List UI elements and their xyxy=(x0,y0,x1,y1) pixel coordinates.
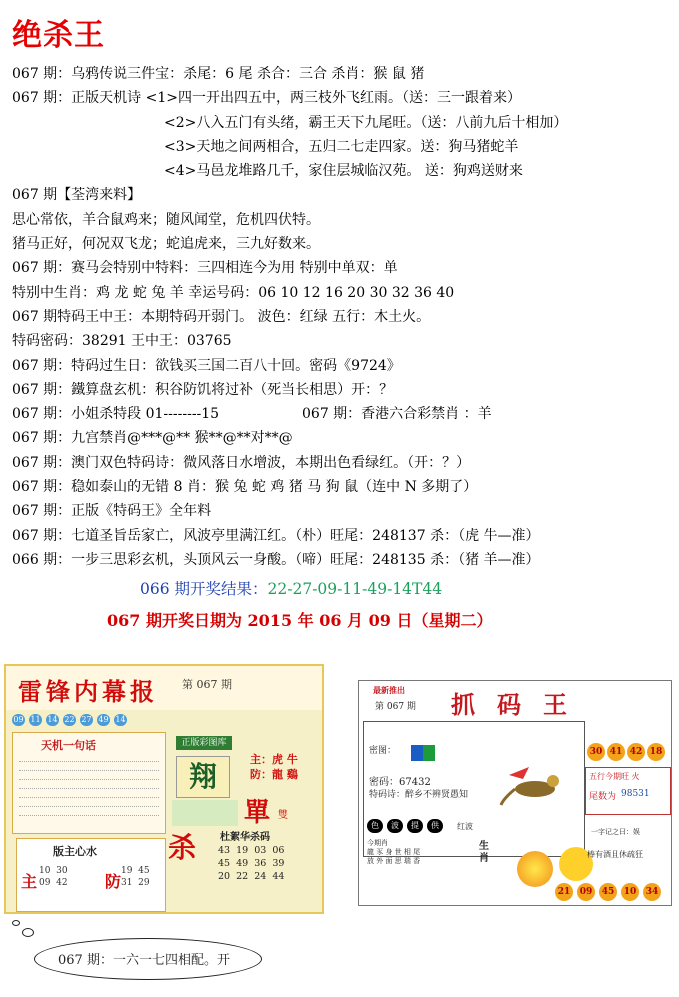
poster-zhuamawang-wei-label: 尾数为 xyxy=(589,792,617,802)
prediction-line-text: 特码密码：38291 王中王：03765 xyxy=(12,333,232,350)
poster-zhuamawang-new: 最新推出 xyxy=(373,685,405,695)
number-ball: 41 xyxy=(607,743,625,761)
prediction-line-text: 067 期：七道圣旨岳家亡，风波亭里满江红。（朴）旺尾：248137 杀：（虎 牛—准） xyxy=(12,527,540,544)
prediction-line-text: 067 期：正版天机诗 <1>四一开出四五中，两三枝外飞红雨。（送：三一跟着来） xyxy=(12,90,521,107)
poster-leifeng-hint-box xyxy=(12,732,166,834)
prediction-line xyxy=(12,499,672,523)
prediction-line xyxy=(12,402,672,426)
prediction-line xyxy=(12,329,672,353)
tab-chip: 色 xyxy=(367,819,383,833)
prediction-line-text: 067 期：赛马会特别中特料：三四相连今为用 特别中单双：单 xyxy=(12,260,398,277)
prediction-line-text: 067 期特码王中王：本期特码开弱门。 波色：红绿 五行：木土火。 xyxy=(12,308,431,325)
prediction-line-text: 067 期【荃湾来料】 xyxy=(12,187,142,204)
prediction-line-text: 067 期：鐵算盘玄机：积谷防饥将过补（死当长相思）开：？ xyxy=(12,381,394,398)
poster-zhuamawang-mima: 密码：67432 xyxy=(369,777,431,788)
poster-leifeng-sub-fang: 防 xyxy=(105,872,122,891)
speech-bubble-text: 067 期：一六一七四相配。开 xyxy=(58,953,230,968)
poster-leifeng-balls xyxy=(12,714,312,726)
poster-leifeng-tag: 正版彩图库 xyxy=(176,736,232,750)
number-ball: 34 xyxy=(643,883,661,901)
prediction-line-text: 067 期：特码过生日：欲钱买三国二百八十回。密码《9724》 xyxy=(12,357,401,374)
draw-result-numbers: 22-27-09-11-49-14T44 xyxy=(267,580,443,598)
poster-leifeng-sub-box xyxy=(16,838,166,912)
prediction-line-right: 067 期：香港六合彩禁肖 ：羊 xyxy=(302,406,492,423)
lizard-icon xyxy=(499,759,569,809)
poster-zhuamawang-hong: 红波 xyxy=(457,822,473,831)
tab-chip: 提 xyxy=(407,819,423,833)
prediction-line xyxy=(12,62,672,86)
prediction-line xyxy=(12,159,672,183)
prediction-line xyxy=(12,354,672,378)
prediction-line-text: 067 期：乌鸦传说三件宝：杀尾：6 尾 杀合：三合 杀肖：猴 鼠 猪 xyxy=(12,66,425,82)
draw-date: 067 期开奖日期为 2015 年 06 月 09 日（星期二） xyxy=(107,611,493,630)
poster-zhuamawang-sheng: 生 肖 xyxy=(479,841,489,864)
poster-leifeng-sha: 杀 xyxy=(168,831,197,864)
prediction-line xyxy=(12,451,672,475)
poster-zhuamawang xyxy=(358,680,672,906)
poster-leifeng-kill-title: 杜絮华杀码 xyxy=(220,832,270,843)
poster-leifeng-sub-nums1: 10 30 09 42 xyxy=(39,866,68,888)
poster-leifeng-sub-title: 版主心水 xyxy=(53,845,97,858)
bubble-tail xyxy=(22,928,34,937)
poster-zhuamawang-period: 第 067 期 xyxy=(375,702,416,712)
poster-zhuamawang-yizi: 一字记之曰：娱 xyxy=(591,828,640,836)
prediction-line xyxy=(12,378,672,402)
prediction-line-text: 思心常依，羊合鼠鸡来；随风闻堂，危机四伏特。 xyxy=(12,211,320,228)
poster-leifeng-dan: 單 xyxy=(244,798,271,828)
prediction-line-text: 特别中生肖：鸡 龙 蛇 兔 羊 幸运号码：06 10 12 16 20 30 32 36 40 xyxy=(12,284,455,301)
prediction-line xyxy=(12,111,672,135)
poster-leifeng-title: 雷锋内幕报 xyxy=(18,677,158,706)
prediction-line-text: <3>天地之间两相合，五归二七走四家。送：狗马猪蛇羊 xyxy=(164,138,519,155)
prediction-line xyxy=(12,183,672,207)
result-ball: 11 xyxy=(30,715,41,724)
prediction-line xyxy=(12,426,672,450)
flag-icon xyxy=(411,745,435,761)
draw-result-label: 066 期开奖结果： xyxy=(140,580,268,598)
number-ball: 30 xyxy=(587,743,605,761)
poster-zhuamawang-shi: 棒有酒且休疏狂 xyxy=(587,850,643,859)
poster-leifeng-shuang: 雙 xyxy=(278,810,288,821)
number-ball: 45 xyxy=(599,883,617,901)
prediction-line xyxy=(12,256,672,280)
poster-zhuamawang-grid: 今期肖 龍 豕 身 世 相 尾 放 外 面 思 瑞 香 xyxy=(367,839,421,865)
number-ball: 21 xyxy=(555,883,573,901)
prediction-line xyxy=(12,86,672,110)
prediction-line-text: 066 期：一步三思彩玄机，头顶风云一身酸。（啼）旺尾：248135 杀：（猪 羊—准） xyxy=(12,551,540,568)
prediction-line-text: 067 期：正版《特码王》全年料 xyxy=(12,503,212,520)
poster-leifeng-kill-nums: 43 19 03 06 45 49 36 39 20 22 24 44 xyxy=(218,845,285,882)
poster-zhuamawang-mimi: 密图： xyxy=(369,746,397,756)
poster-zhuamawang-title: 抓码王 xyxy=(451,690,589,719)
poster-leifeng-green-box xyxy=(172,800,238,826)
poster-leifeng-big-char: 翔 xyxy=(176,756,230,798)
result-ball: 27 xyxy=(81,715,92,724)
poster-leifeng-hint-lines xyxy=(19,755,159,818)
result-ball: 14 xyxy=(115,715,126,724)
prediction-line xyxy=(12,548,672,572)
prediction-lines xyxy=(12,62,672,572)
tab-chip: 波 xyxy=(387,819,403,833)
poster-leifeng-sub-zhu: 主 xyxy=(21,872,38,891)
poster-leifeng-fang: 防：龍 鷄 xyxy=(250,768,298,781)
result-ball: 14 xyxy=(47,715,58,724)
poster-leifeng-zhu: 主：虎 牛 xyxy=(250,753,298,766)
prediction-line xyxy=(12,524,672,548)
poster-leifeng-sub-nums2: 19 45 31 29 xyxy=(121,866,150,888)
prediction-line-text: 067 期：小姐杀特段 01--------15 xyxy=(12,406,220,423)
prediction-line-text: <4>马邑龙堆路几千，家住层城临汉苑。 送：狗鸡送财来 xyxy=(164,163,523,180)
poster-leifeng-hint-title: 天机一句话 xyxy=(41,739,96,752)
result-ball: 09 xyxy=(13,715,24,724)
poster-zhuamawang-wei-num: 98531 xyxy=(621,789,650,799)
tab-chip: 供 xyxy=(427,819,443,833)
prediction-line-text: 067 期：澳门双色特码诗：微风落日水增波，本期出色看绿红。（开：？） xyxy=(12,454,471,471)
prediction-line-text: 067 期：稳如泰山的无错 8 肖：猴 兔 蛇 鸡 猪 马 狗 鼠（连中 N 多期了） xyxy=(12,479,478,496)
number-ball: 18 xyxy=(647,743,665,761)
prediction-line xyxy=(12,281,672,305)
bubble-tail-small xyxy=(12,920,20,926)
prediction-line-text: 猪马正好，何况双飞龙；蛇追虎来，三九好数来。 xyxy=(12,236,320,253)
poster-leifeng-period: 第 067 期 xyxy=(182,678,232,691)
number-ball: 10 xyxy=(621,883,639,901)
number-ball: 09 xyxy=(577,883,595,901)
sun-icon xyxy=(517,851,553,887)
prediction-line xyxy=(12,135,672,159)
poster-zhuamawang-tema: 特码诗：醉乡不辨贤愚知 xyxy=(369,790,469,800)
prediction-line xyxy=(12,305,672,329)
page-title: 绝杀王 xyxy=(12,18,105,53)
poster-leifeng-zhu-fang xyxy=(250,752,298,782)
poster-leifeng xyxy=(4,664,324,914)
poster-zhuamawang-wuxing: 五行今期旺 火 xyxy=(589,772,640,781)
prediction-line xyxy=(12,208,672,232)
prediction-line-text: 067 期：九宫禁肖@***@** 猴**@**对**@ xyxy=(12,430,293,447)
prediction-line xyxy=(12,232,672,256)
prediction-line-text: <2>八入五门有头绪，霸王天下九尾旺。（送：八前九后十相加） xyxy=(164,114,568,131)
draw-result xyxy=(140,577,442,599)
number-ball: 42 xyxy=(627,743,645,761)
result-ball: 22 xyxy=(64,715,75,724)
result-ball: 49 xyxy=(98,715,109,724)
prediction-line xyxy=(12,475,672,499)
